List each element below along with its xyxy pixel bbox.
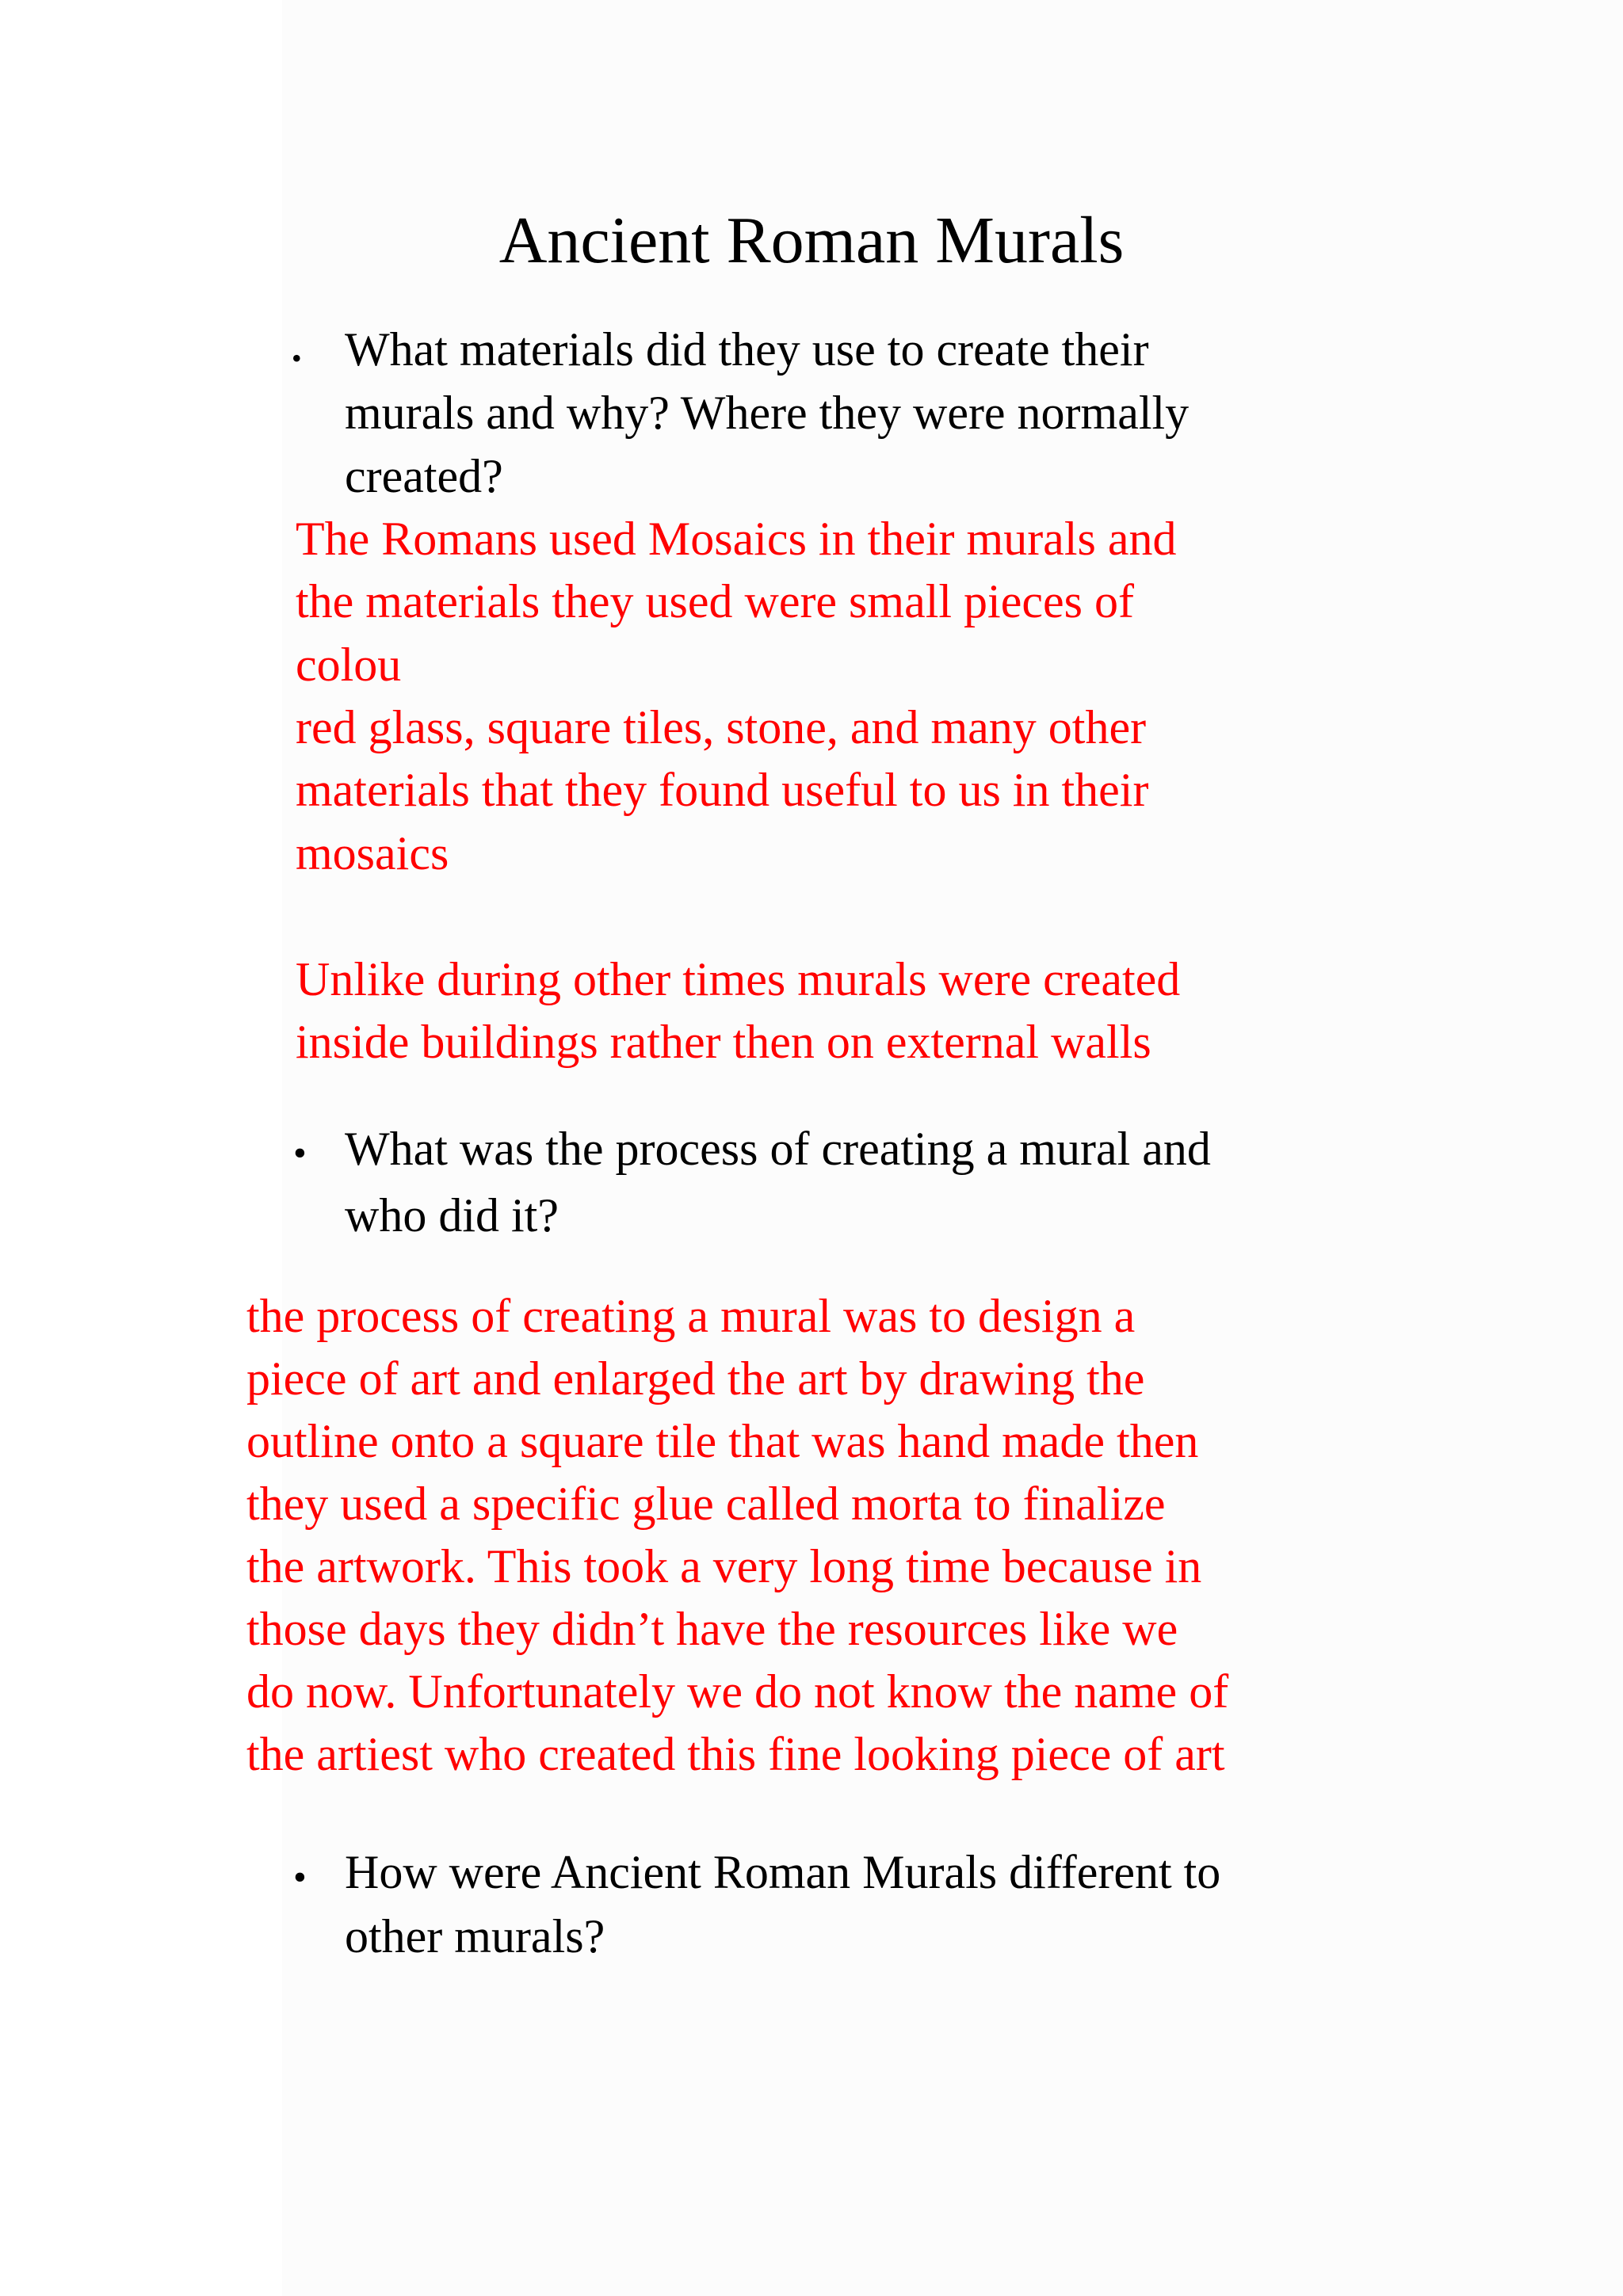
question-2-line-2: who did it?	[345, 1189, 559, 1241]
page-title: Ancient Roman Murals	[498, 204, 1125, 277]
bullet-icon: •	[293, 1132, 307, 1174]
question-1-line-3: created?	[345, 450, 503, 502]
bullet-icon: •	[292, 342, 302, 374]
answer-1-para2-line-2: inside buildings rather then on external walls	[296, 1016, 1151, 1068]
question-1-line-1: What materials did they use to create their	[345, 323, 1149, 376]
answer-2-line-7: do now. Unfortunately we do not know the name of	[246, 1665, 1229, 1718]
answer-2-line-1: the process of creating a mural was to design a	[246, 1290, 1136, 1342]
answer-2-line-6: those days they didn’t have the resources like we	[246, 1603, 1178, 1655]
answer-2-line-4: they used a specific glue called morta to finalize	[246, 1478, 1166, 1530]
question-3-line-2: other murals?	[345, 1910, 605, 1962]
answer-2-line-8: the artiest who created this fine looking piece of art	[246, 1728, 1225, 1780]
answer-1-line-5: materials that they found useful to us in their	[296, 764, 1149, 816]
answer-2-line-2: piece of art and enlarged the art by drawing the	[246, 1352, 1145, 1405]
answer-2-line-5: the artwork. This took a very long time because in	[246, 1540, 1202, 1592]
question-3-line-1: How were Ancient Roman Murals different to	[345, 1846, 1221, 1898]
answer-1-line-4: red glass, square tiles, stone, and many other	[296, 701, 1147, 753]
answer-2-line-3: outline onto a square tile that was hand made then	[246, 1415, 1199, 1467]
question-2-line-1: What was the process of creating a mural and	[345, 1123, 1211, 1175]
question-1-line-2: murals and why? Where they were normally	[345, 387, 1190, 439]
answer-1-para2-line-1: Unlike during other times murals were created	[296, 953, 1181, 1005]
answer-1-line-6: mosaics	[296, 827, 449, 879]
answer-1-line-1: The Romans used Mosaics in their murals and	[296, 513, 1177, 565]
bullet-icon: •	[293, 1856, 307, 1898]
answer-1-line-2: the materials they used were small pieces of	[296, 575, 1134, 627]
answer-1-line-3: colou	[296, 639, 402, 691]
